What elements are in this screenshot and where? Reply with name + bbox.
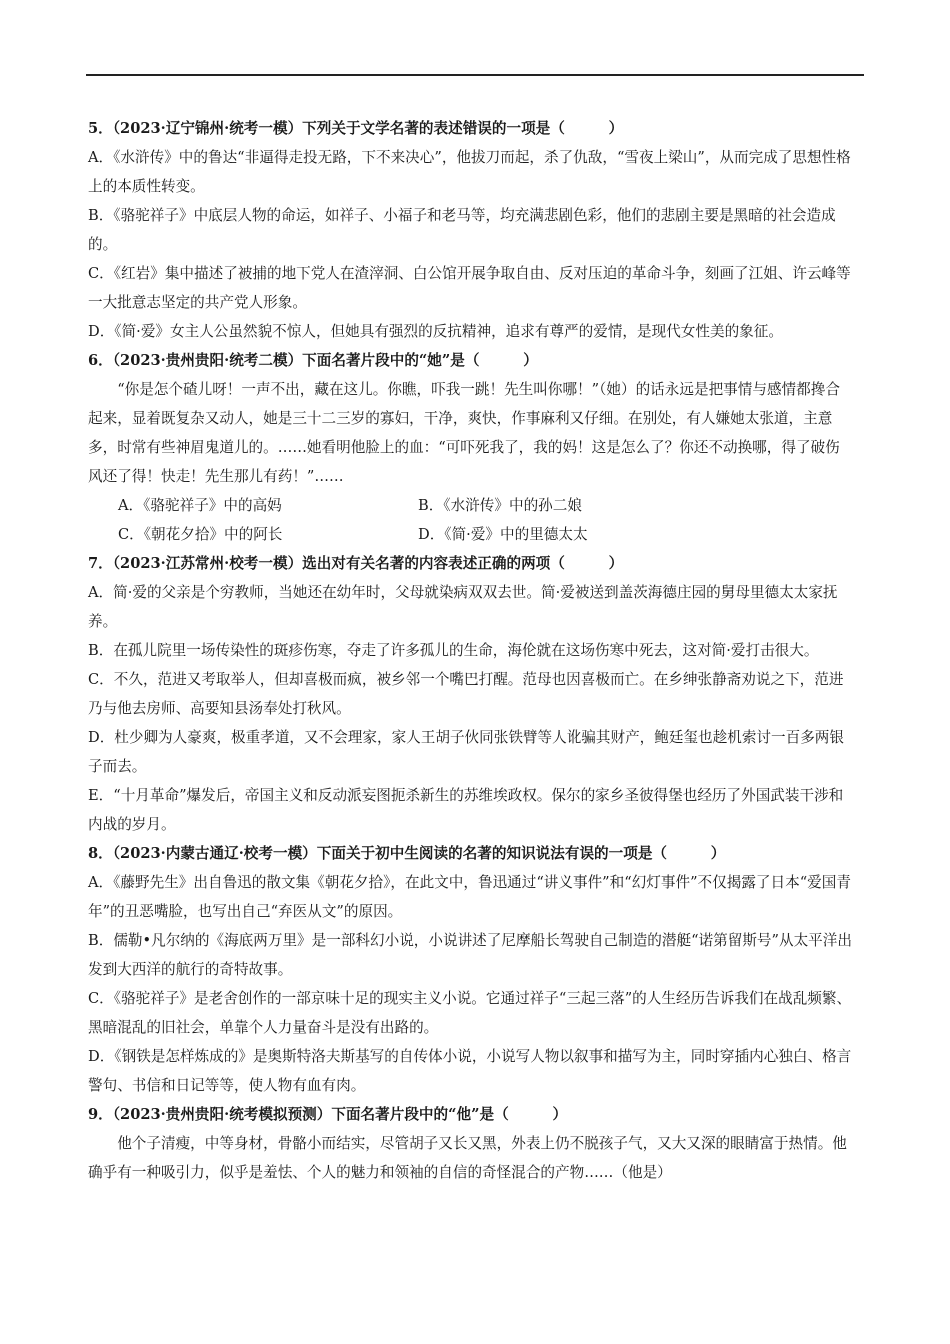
question-9-passage: 他个子清瘦，中等身材，骨骼小而结实，尽管胡子又长又黑，外表上仍不脱孩子气，又大又深的眼睛富于热情。他确乎有一种吸引力，似乎是羞怯、个人的魅力和领袖的自信的奇怪混合的产物……（他是） [88,1135,847,1181]
question-8-stem: 8．（2023·内蒙古通辽·校考一模）下面关于初中生阅读的名著的知识说法有误的一项是（ ） [88,845,726,862]
question-6-choices [88,491,852,549]
question-6-choice-c: C．《朝花夕拾》中的阿长 [118,526,283,543]
question-6-choice-a: A．《骆驼祥子》中的高妈 [118,497,282,514]
question-5-option-b: B．《骆驼祥子》中底层人物的命运，如祥子、小福子和老马等，均充满悲剧色彩，他们的悲剧主要是黑暗的社会造成的。 [88,207,836,253]
question-7 [88,549,852,839]
question-5-option-d: D．《简·爱》女主人公虽然貌不惊人，但她具有强烈的反抗精神，追求有尊严的爱情，是现代女性美的象征。 [88,323,783,340]
question-6 [88,346,852,549]
header-rule [86,74,864,76]
question-5-stem: 5．（2023·辽宁锦州·统考一模）下列关于文学名著的表述错误的一项是（ ） [88,120,624,137]
exam-content [88,114,852,1187]
question-9 [88,1100,852,1187]
question-5-option-c: C．《红岩》集中描述了被捕的地下党人在渣滓洞、白公馆开展争取自由、反对压迫的革命斗争，刻画了江姐、许云峰等一大批意志坚定的共产党人形象。 [88,265,851,311]
question-6-passage: “你是怎个碴儿呀！一声不出，藏在这儿。你瞧，吓我一跳！先生叫你哪！”（她）的话永远是把事情与感情都搀合起来，显着既复杂又动人，她是三十二三岁的寡妇，干净，爽快，作事麻利又仔细。在别处，有人嫌她太张道，主意多，时常有些神眉鬼道儿的。……她看明他脸上的血：“可吓死我了，我的妈！这是怎么了？你还不动换哪，得了破伤风还了得！快走！先生那儿有药！”…… [88,381,840,485]
question-6-choice-d: D．《简·爱》中的里德太太 [418,526,588,543]
question-6-choice-b: B．《水浒传》中的孙二娘 [418,497,582,514]
question-8-option-d: D．《钢铁是怎样炼成的》是奥斯特洛夫斯基写的自传体小说，小说写人物以叙事和描写为主，同时穿插内心独白、格言警句、书信和日记等等，使人物有血有肉。 [88,1048,852,1094]
question-8-option-b: B．儒勒•凡尔纳的《海底两万里》是一部科幻小说，小说讲述了尼摩船长驾驶自己制造的潜艇“诺第留斯号”从太平洋出发到大西洋的航行的奇特故事。 [88,932,852,978]
question-9-stem: 9．（2023·贵州贵阳·统考模拟预测）下面名著片段中的“他”是（ ） [88,1106,568,1123]
question-5 [88,114,852,346]
question-7-option-b: B．在孤儿院里一场传染性的斑疹伤寒，夺走了许多孤儿的生命，海伦就在这场伤寒中死去，这对简·爱打击很大。 [88,642,819,659]
question-7-option-a: A．简·爱的父亲是个穷教师，当她还在幼年时，父母就染病双双去世。简·爱被送到盖茨海德庄园的舅母里德太太家抚养。 [88,584,838,630]
question-8-option-a: A．《藤野先生》出自鲁迅的散文集《朝花夕拾》，在此文中，鲁迅通过“讲义事件”和“幻灯事件”不仅揭露了日本“爱国青年”的丑恶嘴脸，也写出自己“弃医从文”的原因。 [88,874,851,920]
question-5-option-a: A．《水浒传》中的鲁达“非逼得走投无路，下不来决心”，他拔刀而起，杀了仇敌，“雪夜上梁山”，从而完成了思想性格上的本质性转变。 [88,149,851,195]
question-7-option-e: E．“十月革命”爆发后，帝国主义和反动派妄图扼杀新生的苏维埃政权。保尔的家乡圣彼得堡也经历了外国武装干涉和内战的岁月。 [88,787,844,833]
question-6-stem: 6．（2023·贵州贵阳·统考二模）下面名著片段中的“她”是（ ） [88,352,538,369]
question-7-option-c: C．不久，范进又考取举人，但却喜极而疯，被乡邻一个嘴巴打醒。范母也因喜极而亡。在乡绅张静斋劝说之下，范进乃与他去房师、高要知县汤奉处打秋风。 [88,671,844,717]
question-8 [88,839,852,1100]
question-7-option-d: D．杜少卿为人豪爽，极重孝道，又不会理家，家人王胡子伙同张铁臂等人讹骗其财产，鲍廷玺也趁机索讨一百多两银子而去。 [88,729,844,775]
question-8-option-c: C．《骆驼祥子》是老舍创作的一部京味十足的现实主义小说。它通过祥子“三起三落”的人生经历告诉我们在战乱频繁、黑暗混乱的旧社会，单靠个人力量奋斗是没有出路的。 [88,990,852,1036]
question-7-stem: 7．（2023·江苏常州·校考一模）选出对有关名著的内容表述正确的两项（ ） [88,555,624,572]
